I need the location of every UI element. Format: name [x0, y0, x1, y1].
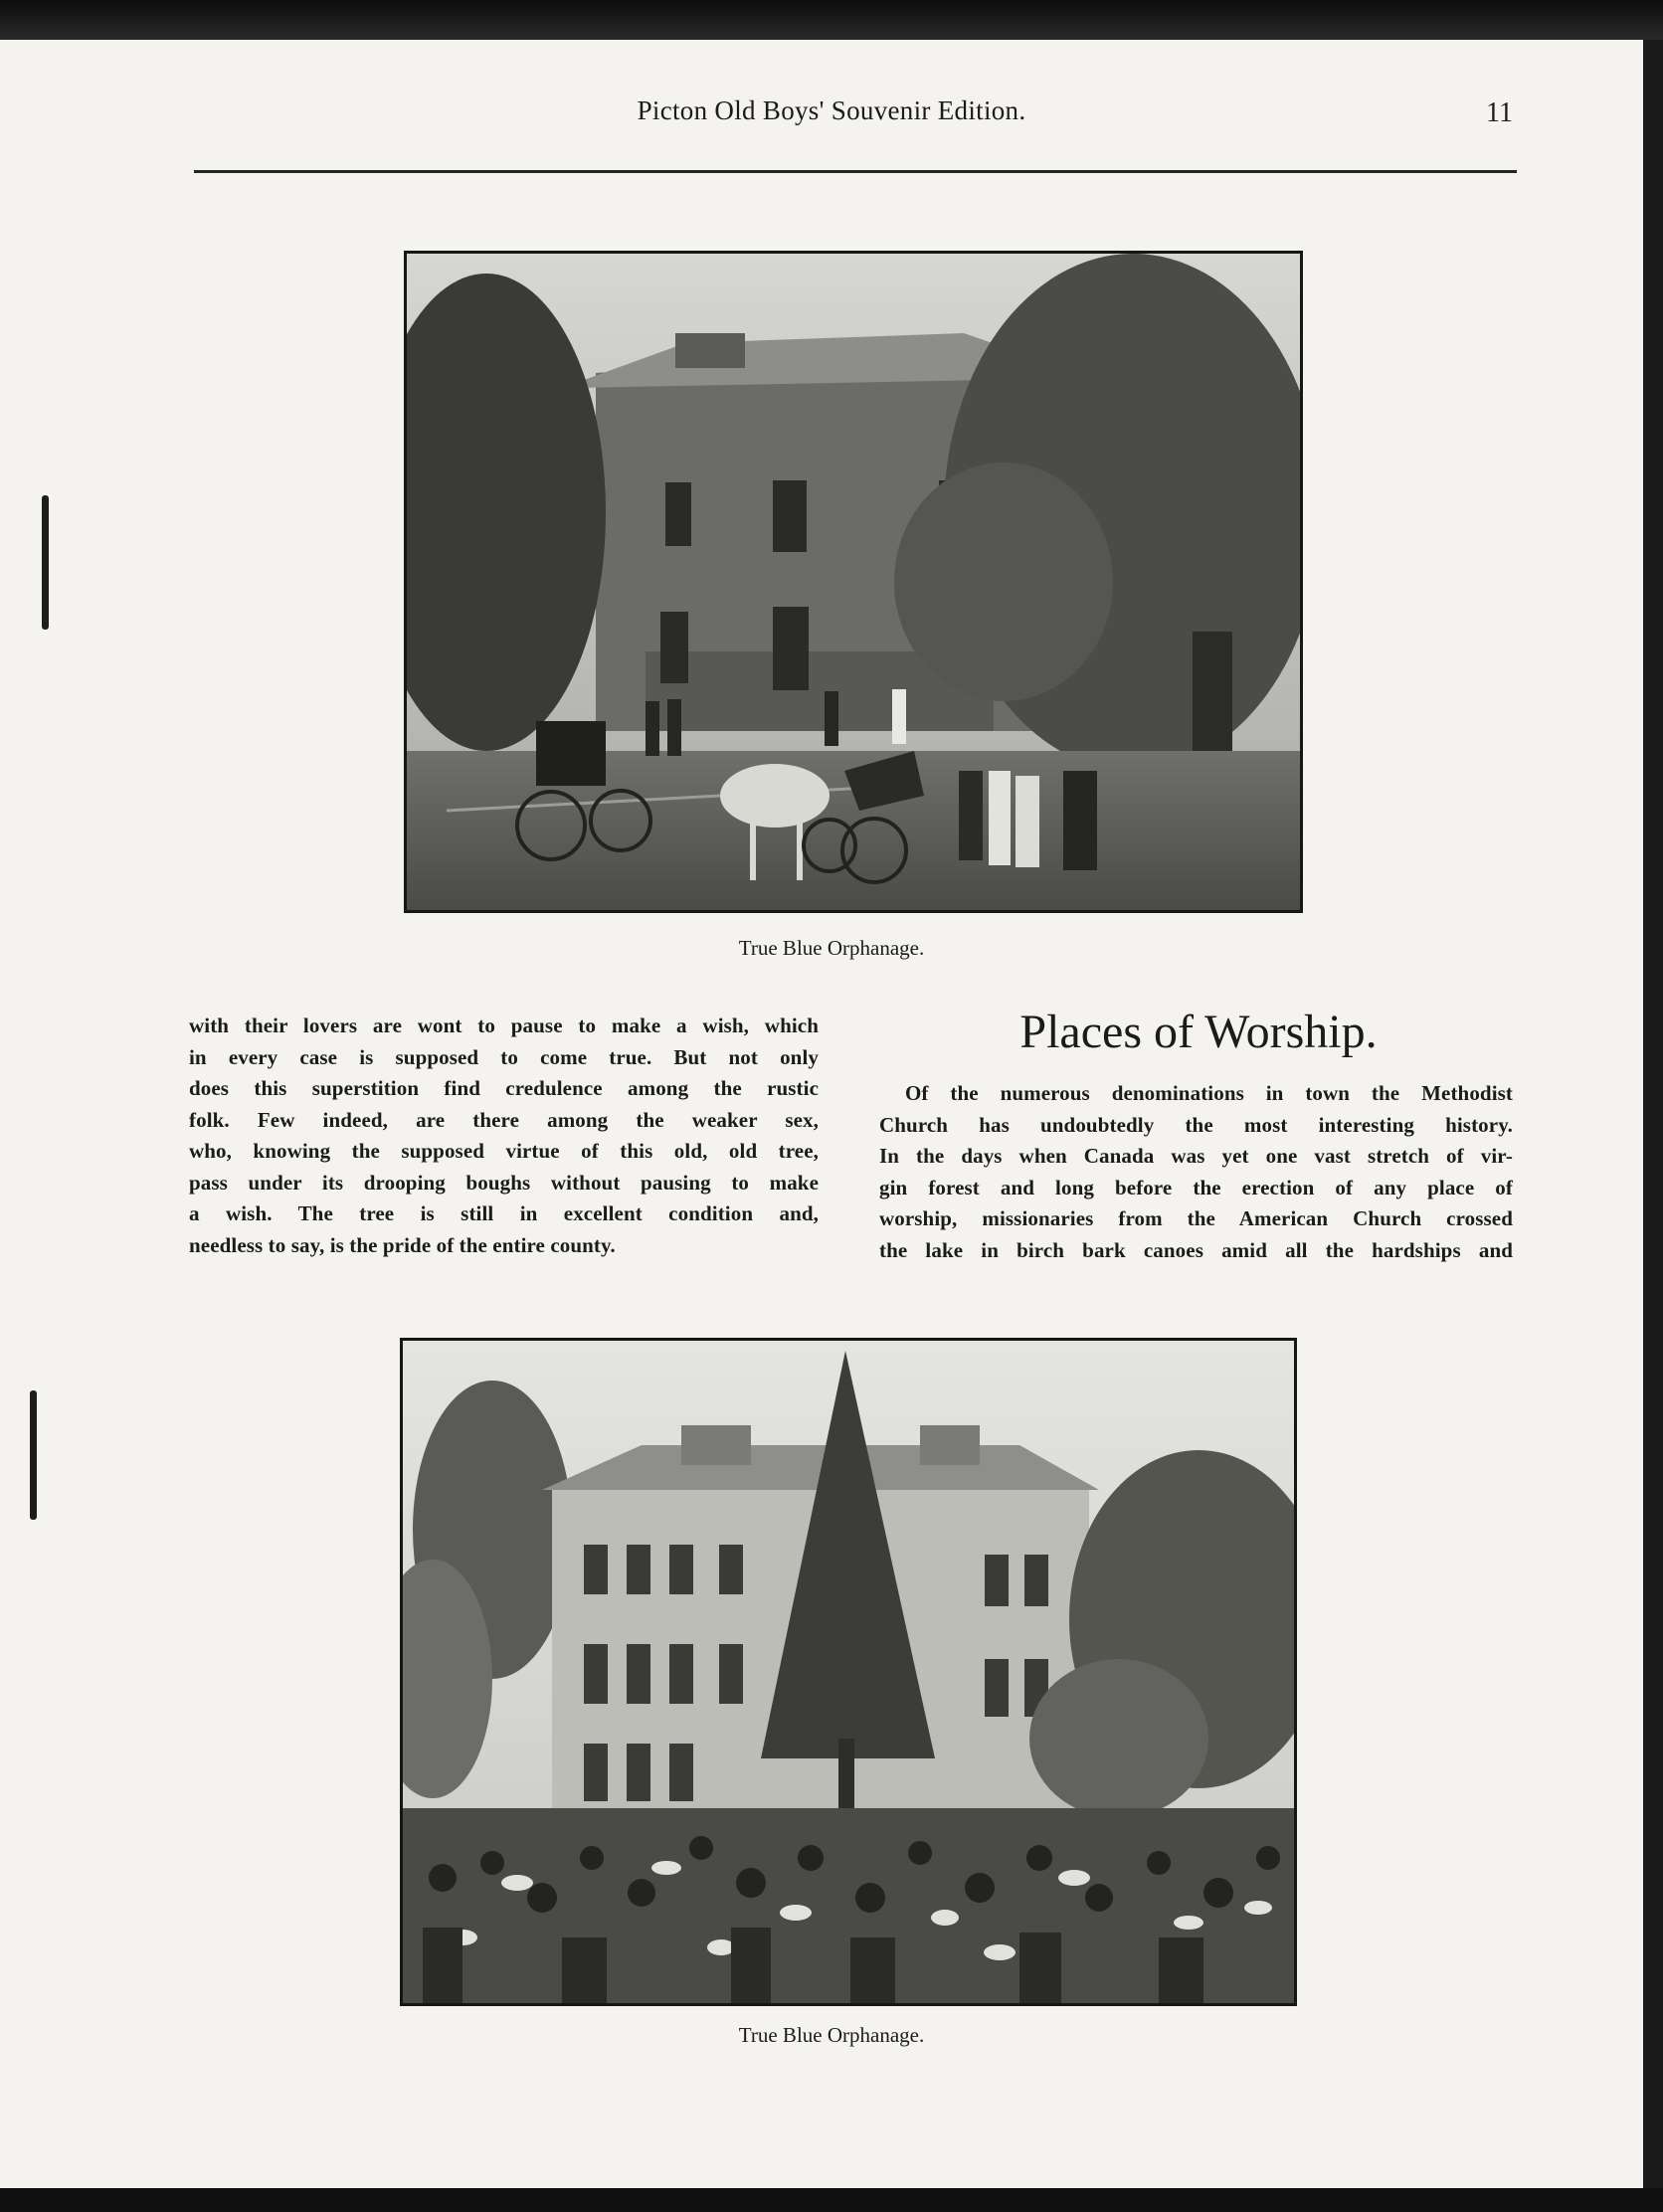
right-text-line: Of the numerous denominations in town the Methodist [905, 1081, 1513, 1105]
right-text-line: gin forest and long before the erection of any place of [879, 1175, 1513, 1199]
left-text-line: who, knowing the supposed virtue of this old, old tree, [189, 1139, 819, 1163]
left-text-line: folk. Few indeed, are there among the weaker sex, [189, 1107, 819, 1132]
photo-orphanage-crowd [400, 1338, 1297, 2006]
right-text-line: Church has undoubtedly the most interesting history. [879, 1112, 1513, 1137]
left-text-line: pass under its drooping boughs without pausing to make [189, 1170, 819, 1195]
left-text-line: needless to say, is the pride of the entire county. [189, 1232, 616, 1257]
photo-orphanage-front [404, 251, 1303, 913]
scan-border-bottom [0, 2188, 1663, 2212]
section-title-places-of-worship: Places of Worship. [1019, 1006, 1378, 1058]
photo-orphanage-crowd-image [403, 1341, 1294, 2003]
scan-border-top [0, 0, 1663, 40]
binding-mark-lower [30, 1390, 37, 1520]
right-text-line: worship, missionaries from the American Church crossed [879, 1206, 1513, 1230]
right-text-line: the lake in birch bark canoes amid all the hardships and [879, 1237, 1513, 1262]
header-rule [194, 170, 1517, 173]
left-text-line: in every case is supposed to come true. But not only [189, 1044, 819, 1069]
left-text-line: a wish. The tree is still in excellent condition and, [189, 1201, 819, 1225]
left-text-line: with their lovers are wont to pause to make a wish, which [189, 1014, 819, 1037]
left-text-line: does this superstition find credulence among the rustic [189, 1076, 819, 1100]
running-header-title: Picton Old Boys' Souvenir Edition. [637, 95, 1026, 125]
right-text-line: In the days when Canada was yet one vast stretch of vir- [879, 1144, 1513, 1168]
right-text-column [879, 1078, 1513, 1266]
left-text-column [189, 1011, 819, 1261]
page-number: 11 [1486, 97, 1513, 128]
figure-caption-2: True Blue Orphanage. [738, 2023, 925, 2047]
photo-orphanage-front-image [407, 254, 1300, 910]
figure-caption-1: True Blue Orphanage. [738, 936, 925, 960]
binding-mark-upper [42, 495, 49, 630]
